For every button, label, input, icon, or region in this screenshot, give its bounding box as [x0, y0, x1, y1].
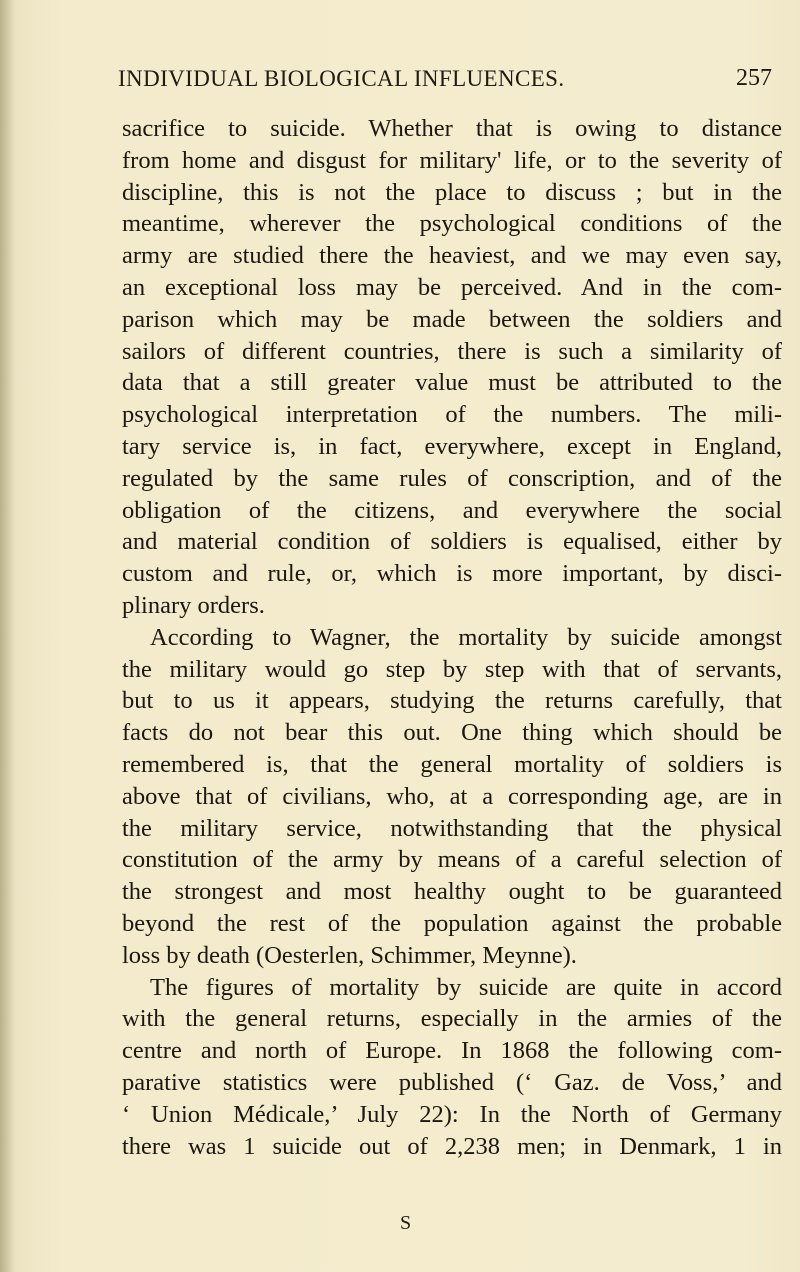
text-line: above that of civilians, who, at a corresponding age, are in: [122, 782, 782, 810]
signature-mark: S: [400, 1212, 412, 1234]
text-line: but to us it appears, studying the returns carefully, that: [122, 687, 782, 715]
text-line: discipline, this is not the place to discuss ; but in the: [122, 178, 782, 206]
text-line: constitution of the army by means of a careful selection of: [122, 846, 782, 874]
text-line: psychological interpretation of the numbers. The mili-: [122, 401, 782, 429]
text-line: beyond the rest of the population against the probable: [122, 909, 782, 937]
text-line: ‘ Union Médicale,’ July 22): In the North of Germany: [122, 1100, 782, 1128]
text-line: and material condition of soldiers is equalised, either by: [122, 528, 782, 556]
text-line: sacrifice to suicide. Whether that is owing to distance: [122, 115, 782, 142]
text-line: an exceptional loss may be perceived. And in the com-: [122, 273, 782, 301]
text-line: parison which may be made between the soldiers and: [122, 305, 782, 333]
text-line: the military would go step by step with that of servants,: [122, 655, 782, 683]
text-line: from home and disgust for military' life, or to the severity of: [122, 146, 782, 174]
paragraph-first-line: According to Wagner, the mortality by suicide amongst: [150, 623, 782, 651]
text-line: regulated by the same rules of conscription, and of the: [122, 464, 782, 492]
text-line: the strongest and most healthy ought to be guaranteed: [122, 878, 782, 906]
body-text: [122, 113, 782, 1162]
text-line: facts do not bear this out. One thing which should be: [122, 719, 782, 747]
text-line: tary service is, in fact, everywhere, except in England,: [122, 432, 782, 460]
text-line: obligation of the citizens, and everywhere the social: [122, 496, 782, 524]
page-number: 257: [736, 65, 772, 91]
text-line: remembered is, that the general mortality of soldiers is: [122, 750, 782, 778]
running-head: INDIVIDUAL BIOLOGICAL INFLUENCES.: [118, 66, 565, 91]
paragraph-first-line: The figures of mortality by suicide are quite in accord: [150, 973, 782, 1001]
text-line: army are studied there the heaviest, and we may even say,: [122, 242, 782, 270]
text-line: custom and rule, or, which is more important, by disci-: [122, 560, 782, 588]
text-line: meantime, wherever the psychological conditions of the: [122, 210, 782, 238]
text-line: there was 1 suicide out of 2,238 men; in Denmark, 1 in: [122, 1132, 782, 1160]
text-line: data that a still greater value must be attributed to the: [122, 369, 782, 397]
text-line: the military service, notwithstanding that the physical: [122, 814, 782, 842]
text-line: centre and north of Europe. In 1868 the following com-: [122, 1037, 782, 1065]
text-line: parative statistics were published (‘ Gaz. de Voss,’ and: [122, 1068, 782, 1096]
paragraph-last-line: loss by death (Oesterlen, Schimmer, Meynne).: [122, 941, 577, 969]
page-gutter-shadow: [0, 0, 14, 1272]
text-line: with the general returns, especially in the armies of the: [122, 1005, 782, 1033]
text-line: sailors of different countries, there is such a similarity of: [122, 337, 782, 365]
paragraph-last-line: plinary orders.: [122, 591, 265, 619]
